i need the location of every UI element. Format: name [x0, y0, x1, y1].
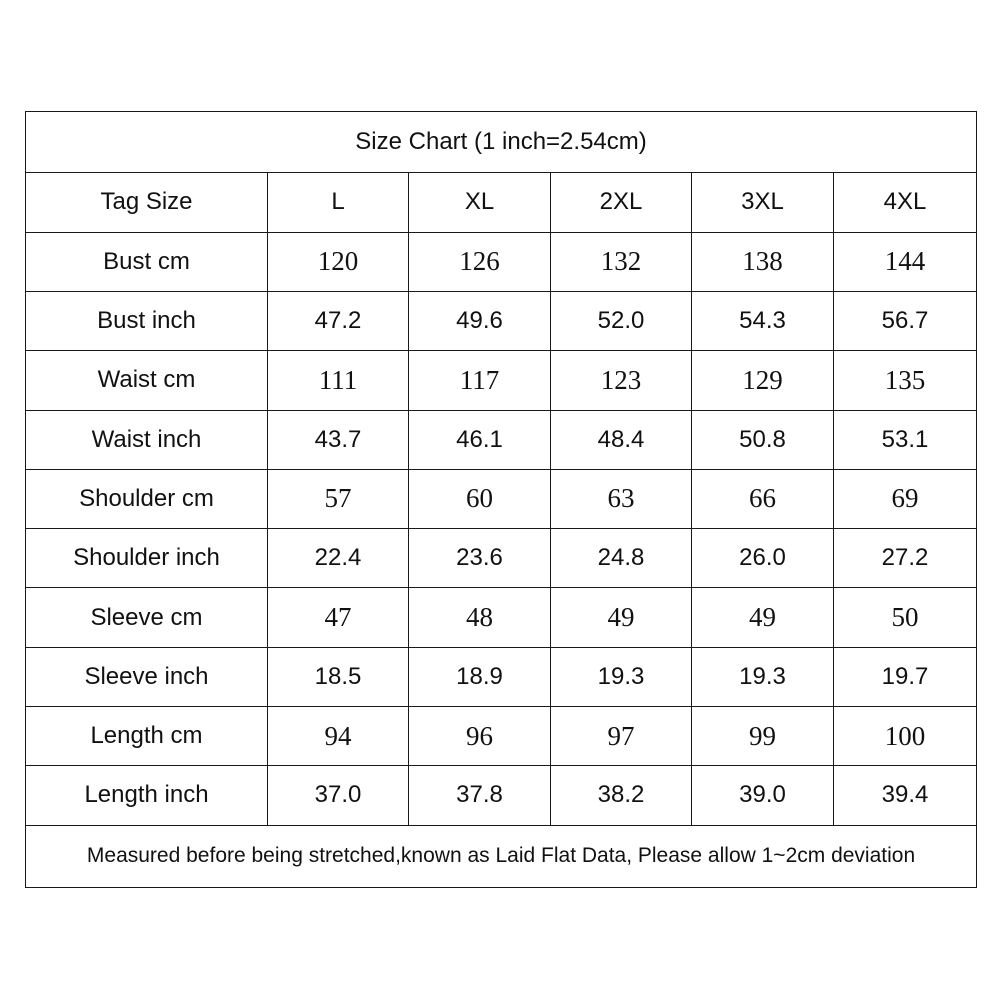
header-size-3xl: 3XL [692, 173, 834, 232]
value-cell-l: 111 [268, 351, 409, 410]
value-cell-4xl: 100 [834, 707, 977, 766]
value-cell-3xl: 129 [692, 351, 834, 410]
value-cell-l: 37.0 [268, 766, 409, 825]
measurement-row [26, 707, 977, 766]
value-cell-2xl: 132 [551, 232, 692, 291]
measurement-row [26, 766, 977, 825]
value-cell-xl: 126 [409, 232, 551, 291]
header-row [26, 173, 977, 232]
measurement-row [26, 410, 977, 469]
value-cell-2xl: 52.0 [551, 291, 692, 350]
header-size-4xl: 4XL [834, 173, 977, 232]
measurement-row [26, 647, 977, 706]
value-cell-xl: 18.9 [409, 647, 551, 706]
note-row [26, 825, 977, 887]
value-cell-xl: 23.6 [409, 529, 551, 588]
value-cell-3xl: 19.3 [692, 647, 834, 706]
row-label: Waist cm [26, 351, 268, 410]
value-cell-xl: 37.8 [409, 766, 551, 825]
value-cell-2xl: 19.3 [551, 647, 692, 706]
value-cell-xl: 46.1 [409, 410, 551, 469]
value-cell-xl: 49.6 [409, 291, 551, 350]
measurement-row [26, 291, 977, 350]
value-cell-4xl: 53.1 [834, 410, 977, 469]
row-label: Length cm [26, 707, 268, 766]
value-cell-2xl: 24.8 [551, 529, 692, 588]
measurement-row [26, 232, 977, 291]
value-cell-3xl: 50.8 [692, 410, 834, 469]
size-chart-table [25, 111, 977, 888]
value-cell-l: 94 [268, 707, 409, 766]
value-cell-l: 57 [268, 469, 409, 528]
row-label: Sleeve cm [26, 588, 268, 647]
header-tag-size: Tag Size [26, 173, 268, 232]
value-cell-2xl: 97 [551, 707, 692, 766]
value-cell-3xl: 54.3 [692, 291, 834, 350]
row-label: Shoulder cm [26, 469, 268, 528]
value-cell-4xl: 69 [834, 469, 977, 528]
header-size-l: L [268, 173, 409, 232]
header-size-xl: XL [409, 173, 551, 232]
value-cell-2xl: 49 [551, 588, 692, 647]
value-cell-xl: 96 [409, 707, 551, 766]
row-label: Bust cm [26, 232, 268, 291]
value-cell-3xl: 39.0 [692, 766, 834, 825]
value-cell-l: 22.4 [268, 529, 409, 588]
value-cell-4xl: 56.7 [834, 291, 977, 350]
row-label: Shoulder inch [26, 529, 268, 588]
value-cell-3xl: 49 [692, 588, 834, 647]
value-cell-3xl: 26.0 [692, 529, 834, 588]
value-cell-l: 47.2 [268, 291, 409, 350]
value-cell-3xl: 138 [692, 232, 834, 291]
value-cell-xl: 117 [409, 351, 551, 410]
value-cell-xl: 48 [409, 588, 551, 647]
value-cell-l: 43.7 [268, 410, 409, 469]
measurement-note: Measured before being stretched,known as Laid Flat Data, Please allow 1~2cm deviation [26, 825, 977, 887]
value-cell-2xl: 63 [551, 469, 692, 528]
row-label: Bust inch [26, 291, 268, 350]
row-label: Sleeve inch [26, 647, 268, 706]
title-row [26, 112, 977, 173]
value-cell-4xl: 19.7 [834, 647, 977, 706]
measurement-row [26, 529, 977, 588]
value-cell-xl: 60 [409, 469, 551, 528]
value-cell-3xl: 99 [692, 707, 834, 766]
measurement-row [26, 469, 977, 528]
value-cell-4xl: 135 [834, 351, 977, 410]
header-size-2xl: 2XL [551, 173, 692, 232]
measurement-row [26, 588, 977, 647]
measurement-row [26, 351, 977, 410]
row-label: Waist inch [26, 410, 268, 469]
chart-title: Size Chart (1 inch=2.54cm) [26, 112, 977, 173]
value-cell-l: 18.5 [268, 647, 409, 706]
value-cell-l: 120 [268, 232, 409, 291]
row-label: Length inch [26, 766, 268, 825]
value-cell-l: 47 [268, 588, 409, 647]
value-cell-4xl: 27.2 [834, 529, 977, 588]
value-cell-4xl: 144 [834, 232, 977, 291]
value-cell-2xl: 48.4 [551, 410, 692, 469]
value-cell-4xl: 39.4 [834, 766, 977, 825]
value-cell-3xl: 66 [692, 469, 834, 528]
value-cell-2xl: 123 [551, 351, 692, 410]
value-cell-4xl: 50 [834, 588, 977, 647]
value-cell-2xl: 38.2 [551, 766, 692, 825]
